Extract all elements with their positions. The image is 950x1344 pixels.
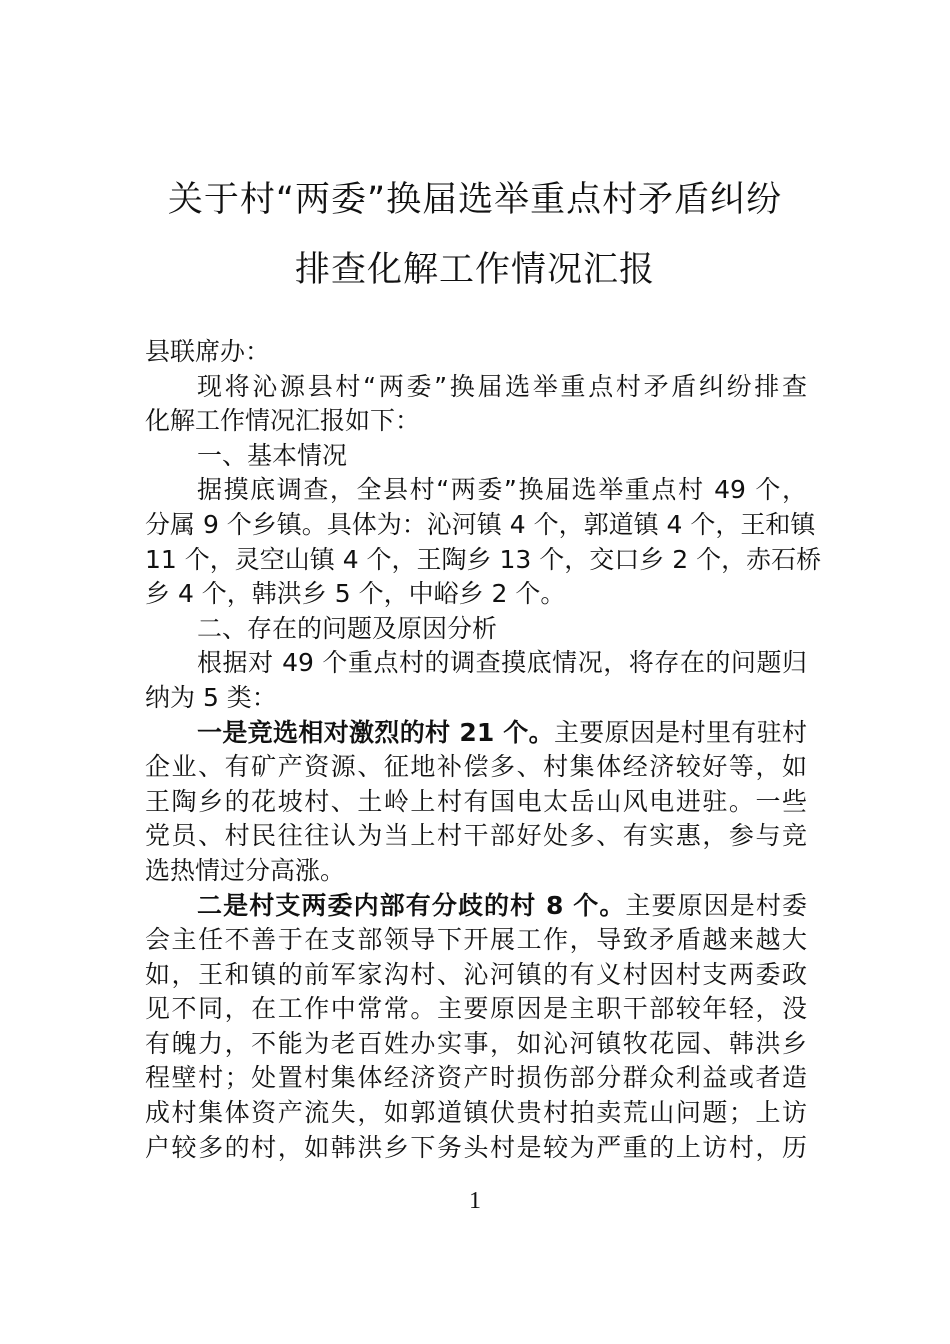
line-text: 成村集体资产流失，如郭道镇伏贵村拍卖荒山问题；上访	[145, 1098, 807, 1128]
paragraph-line	[145, 819, 807, 854]
line-text: 据摸底调查，全县村“两委”换届选举重点村 49 个，	[197, 475, 807, 505]
line-text: 化解工作情况汇报如下：	[145, 406, 421, 436]
paragraph-line	[145, 750, 807, 785]
line-text: 王陶乡的花坡村、土岭上村有国电太岳山风电进驻。一些	[145, 786, 807, 816]
paragraph-line	[145, 1061, 807, 1096]
document-body	[145, 335, 822, 1165]
paragraph-line	[145, 335, 807, 370]
paragraph-line	[145, 958, 807, 993]
paragraph-line	[145, 646, 807, 681]
bold-lead-text: 二是村支两委内部有分歧的村 8 个。	[197, 890, 626, 920]
paragraph-line	[145, 1131, 807, 1166]
line-text: 主要原因是村里有驻村	[553, 717, 807, 747]
paragraph-line	[145, 923, 807, 958]
paragraph-line	[145, 681, 807, 716]
paragraph-line	[145, 854, 807, 889]
line-text: 户较多的村，如韩洪乡下务头村是较为严重的上访村，历	[145, 1132, 807, 1162]
document-title-line-2: 排查化解工作情况汇报	[294, 250, 655, 290]
paragraph-line	[145, 473, 807, 508]
paragraph-line	[145, 404, 807, 439]
document-title-line-1: 关于村“两委”换届选举重点村矛盾纠纷	[167, 180, 783, 220]
line-text: 县联席办：	[145, 337, 271, 366]
page-number: 1	[469, 1188, 481, 1214]
paragraph-line	[145, 508, 816, 543]
line-text: 见不同，在工作中常常。主要原因是主职干部较年轻，没	[145, 994, 807, 1024]
line-text: 有魄力，不能为老百姓办实事，如沁河镇牧花园、韩洪乡	[145, 1028, 807, 1058]
line-text: 企业、有矿产资源、征地补偿多、村集体经济较好等，如	[145, 752, 807, 782]
paragraph-line	[145, 1027, 807, 1062]
paragraph-line	[145, 439, 807, 474]
line-text: 现将沁源县村“两委”换届选举重点村矛盾纠纷排查	[197, 371, 807, 401]
paragraph-line	[145, 716, 807, 751]
line-text: 分属 9 个乡镇。具体为：沁河镇 4 个，郭道镇 4 个，王和镇	[145, 509, 816, 539]
paragraph-line	[145, 543, 822, 578]
line-text: 程壁村；处置村集体经济资产时损伤部分群众利益或者造	[145, 1063, 807, 1093]
line-text: 主要原因是村委	[625, 890, 807, 920]
paragraph-line	[145, 889, 807, 924]
line-text: 一、基本情况	[197, 440, 348, 470]
paragraph-line	[145, 785, 807, 820]
paragraph-line	[145, 1096, 807, 1131]
bold-lead-text: 一是竞选相对激烈的村 21 个。	[197, 717, 554, 747]
line-text: 如，王和镇的前军家沟村、沁河镇的有义村因村支两委政	[145, 959, 807, 989]
paragraph-line	[145, 612, 807, 647]
paragraph-line	[145, 370, 807, 405]
paragraph-line	[145, 992, 807, 1027]
line-text: 纳为 5 类：	[145, 682, 277, 712]
line-text: 会主任不善于在支部领导下开展工作，导致矛盾越来越大	[145, 925, 807, 955]
line-text: 乡 4 个，韩洪乡 5 个，中峪乡 2 个。	[145, 579, 566, 609]
line-text: 选热情过分高涨。	[145, 855, 346, 885]
line-text: 11 个，灵空山镇 4 个，王陶乡 13 个，交口乡 2 个，赤石桥	[145, 544, 822, 574]
line-text: 党员、村民往往认为当上村干部好处多、有实惠，参与竞	[145, 821, 807, 851]
paragraph-line	[145, 577, 807, 612]
line-text: 二、存在的问题及原因分析	[197, 613, 498, 643]
line-text: 根据对 49 个重点村的调查摸底情况，将存在的问题归	[197, 648, 807, 678]
